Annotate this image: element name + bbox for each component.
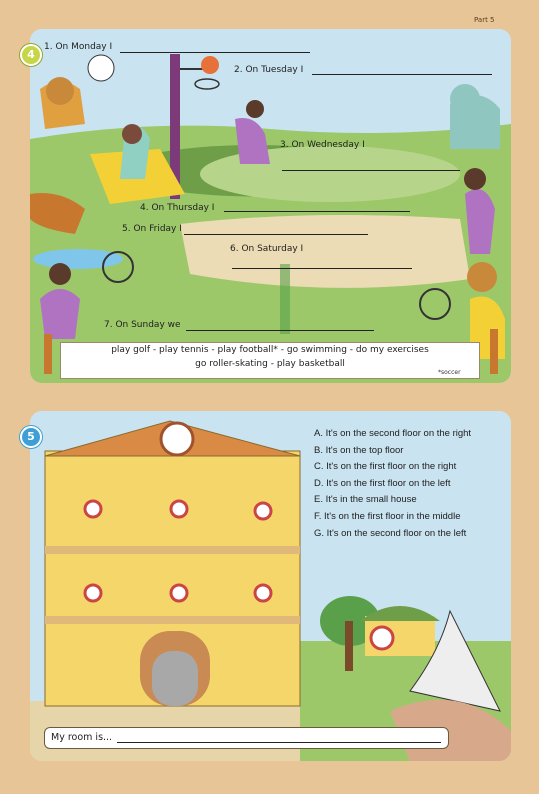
prompt-tuesday: 2. On Tuesday I <box>234 65 304 75</box>
room-answer-box[interactable] <box>44 727 449 749</box>
exercise-5-badge: 5 <box>20 426 42 448</box>
answer-line-thursday[interactable] <box>224 211 410 212</box>
prompt-friday: 5. On Friday I <box>122 224 182 234</box>
word-bank-line-2: go roller-skating - play basketball <box>195 359 345 369</box>
option-d: D. It's on the first floor on the left <box>314 477 451 489</box>
word-bank-line-1: play golf - play tennis - play football* - go swimming - do my exercises <box>111 345 429 355</box>
option-g: G. It's on the second floor on the left <box>314 527 467 539</box>
prompt-saturday: 6. On Saturday I <box>230 244 304 254</box>
prompt-sunday: 7. On Sunday we <box>104 320 181 330</box>
prompt-monday: 1. On Monday I <box>44 42 113 52</box>
answer-line-saturday[interactable] <box>232 268 412 269</box>
exercise-4-badge: 4 <box>20 44 42 66</box>
option-f: F. It's on the first floor in the middle <box>314 510 461 522</box>
room-answer-line[interactable] <box>117 742 441 743</box>
answer-label: My room is... <box>51 732 113 743</box>
footnote-soccer: *soccer <box>438 369 461 376</box>
prompt-wednesday: 3. On Wednesday I <box>280 140 365 150</box>
option-e: E. It's in the small house <box>314 494 417 506</box>
room-options-list <box>314 428 471 544</box>
answer-line-friday[interactable] <box>184 234 368 235</box>
option-c: C. It's on the first floor on the right <box>314 461 457 473</box>
answer-line-monday[interactable] <box>120 52 310 53</box>
option-a: A. It's on the second floor on the right <box>314 428 472 439</box>
answer-line-sunday[interactable] <box>186 330 374 331</box>
answer-line-wednesday[interactable] <box>282 170 460 171</box>
option-b: B. It's on the top floor <box>314 444 404 456</box>
prompt-thursday: 4. On Thursday I <box>140 203 215 213</box>
answer-line-tuesday[interactable] <box>312 74 492 75</box>
part-label: Part 5 <box>474 16 495 24</box>
word-bank <box>60 342 480 379</box>
